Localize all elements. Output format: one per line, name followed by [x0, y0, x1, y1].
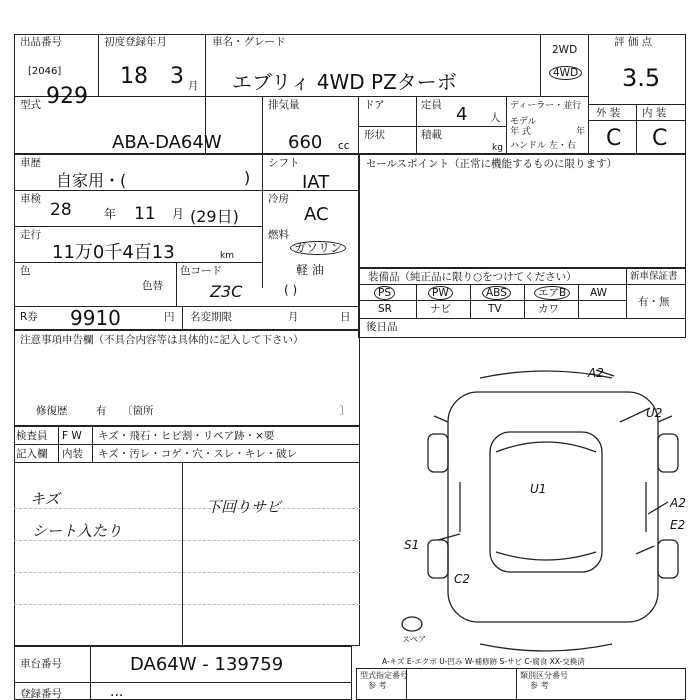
displacement: 660: [288, 132, 323, 153]
capacity: 4: [456, 104, 468, 125]
capacity-unit: 人: [490, 112, 501, 124]
lot-label: 出品番号: [20, 36, 62, 48]
equip-navi: ナビ: [430, 303, 451, 315]
equip-abs: ABS: [482, 286, 511, 300]
mark-a2-side: A2: [670, 496, 686, 510]
doors-label: ドア: [364, 99, 385, 111]
first-reg-label: 初度登録年月: [104, 36, 167, 48]
usage-label: 車歴: [20, 157, 41, 169]
mark-u2: U2: [646, 406, 663, 420]
usage-close: ): [244, 168, 251, 187]
model-year-label: モデル: [510, 117, 537, 127]
inspection-day: (29日): [190, 207, 239, 226]
mark-s1: S1: [404, 538, 420, 552]
displacement-label: 排気量: [268, 99, 300, 111]
model-year-unit: 年: [576, 127, 586, 137]
recycle-value: 9910: [70, 306, 121, 330]
dealer-label: ディーラー・並行: [510, 101, 582, 111]
recycle-label: R券: [20, 311, 38, 323]
mileage-label: 走行: [20, 229, 41, 241]
repair-label: 修復歴: [36, 405, 68, 417]
recycle-unit: 円: [164, 311, 175, 323]
reg-month-unit: 月: [188, 80, 199, 92]
equip-airbag: エアB: [534, 286, 570, 300]
drive-4wd: 4WD: [549, 66, 582, 80]
lot-number: 929: [46, 84, 88, 109]
inspection-year-unit: 年: [104, 207, 117, 221]
exterior-grade: C: [606, 126, 622, 151]
repair-part: 〔箇所: [122, 405, 154, 417]
notes-label: 注意事項申告欄（不具合内容等は具体的に記入して下さい）: [20, 334, 304, 346]
rear-seat-label: 後日品: [366, 321, 398, 333]
equip-pw: PW: [428, 286, 453, 300]
interior-grade: C: [652, 126, 668, 151]
ac: AC: [304, 204, 329, 225]
shift: IAT: [302, 172, 330, 193]
capacity-label: 定員: [421, 99, 442, 111]
exterior-label: 外 装: [596, 107, 621, 119]
inspector-note-1: キズ: [30, 490, 60, 508]
interior-items: キズ・汚レ・コゲ・穴・スレ・キレ・破レ: [98, 448, 298, 460]
new-car-value: 有・無: [638, 296, 670, 308]
shift-label: シフト: [268, 157, 300, 169]
inspection-label: 車検: [20, 193, 41, 205]
equipment-label: 装備品（純正品に限り○をつけてください）: [368, 271, 577, 283]
inspection-month-unit: 月: [172, 207, 185, 221]
fuel-label: 燃料: [268, 229, 289, 241]
reg-number: ...: [110, 684, 124, 700]
inspector-note-3: 下回りサビ: [206, 498, 282, 516]
model-label: 型式: [20, 99, 41, 111]
model: ABA-DA64W: [112, 132, 222, 153]
reg-number-label: 登録番号: [20, 688, 62, 700]
displacement-unit: cc: [338, 140, 350, 152]
inspection-year: 28: [50, 200, 72, 220]
diagram-legend: A-キズ E-エクボ U-凹み W-補修跡 S-サビ C-腐食 XX-交換済: [382, 657, 585, 666]
color-label: 色: [20, 265, 31, 277]
score-label: 評 価 点: [614, 36, 653, 48]
mark-e2: E2: [670, 518, 686, 532]
equip-ps: PS: [374, 286, 395, 300]
equip-tv: TV: [488, 303, 502, 315]
mark-c2: C2: [454, 572, 471, 586]
mileage: 11万0千4百13: [52, 242, 175, 263]
name-change-label: 名変期限: [190, 311, 232, 323]
fuel-other: ( ): [284, 283, 298, 297]
inspector-label-2: 記入欄: [16, 448, 48, 460]
new-car-label: 新車保証書: [630, 271, 678, 282]
category-sub: 参 考: [530, 681, 549, 690]
mileage-unit: km: [220, 251, 234, 261]
day-unit: 日: [340, 311, 351, 323]
interior-label: 内 装: [642, 107, 667, 119]
mark-u1: U1: [530, 482, 547, 496]
load-unit: kg: [492, 143, 503, 153]
designated-label: 型式指定番号: [360, 671, 408, 680]
drive-2wd: 2WD: [552, 44, 578, 56]
load-label: 積載: [421, 129, 442, 141]
reg-year: 18: [120, 64, 148, 89]
selling-label: セールスポイント（正常に機能するものに限ります）: [366, 158, 618, 170]
chassis-label: 車台番号: [20, 658, 62, 670]
designated-sub: 参 考: [368, 681, 387, 690]
shape-label: 形状: [364, 129, 385, 141]
repair-value: 有: [96, 405, 107, 417]
fw-label: F W: [62, 430, 82, 442]
category-label: 類別区分番号: [520, 671, 568, 680]
color-change-label: 色替: [142, 280, 163, 292]
inspector-note-2: シート入たり: [32, 522, 123, 540]
fuel-gas: ガソリン: [290, 241, 346, 255]
month-unit: 月: [288, 311, 299, 323]
mark-a2-top: A2: [588, 366, 604, 380]
car-name: エブリィ 4WD PZターボ: [232, 70, 457, 94]
fuel-diesel: 軽 油: [296, 263, 324, 277]
spare-label: スペア: [402, 635, 426, 644]
score: 3.5: [622, 64, 661, 92]
equip-sr: SR: [378, 303, 392, 315]
color-code: Z3C: [210, 282, 243, 301]
interior-check-label: 内装: [62, 448, 83, 460]
repair-close: 〕: [340, 405, 351, 417]
handle-label: ハンドル 左・右: [510, 141, 576, 151]
reg-month: 3: [170, 64, 184, 89]
car-name-label: 車名・グレード: [212, 36, 286, 48]
model-year-sub: 年 式: [510, 127, 531, 137]
inspection-month: 11: [134, 204, 156, 224]
fw-items: キズ・飛石・ヒビ割・リペア跡・×要: [98, 430, 275, 442]
lot-sub: [2046]: [28, 66, 62, 77]
usage: 自家用・(: [56, 171, 127, 190]
equip-leather: カワ: [538, 303, 559, 315]
equip-aw: AW: [590, 287, 607, 299]
inspector-label-1: 検査員: [16, 430, 48, 442]
selling-box: [358, 154, 686, 268]
color-code-label: 色コード: [180, 265, 222, 277]
chassis: DA64W - 139759: [130, 654, 284, 675]
ac-label: 冷房: [268, 193, 289, 205]
